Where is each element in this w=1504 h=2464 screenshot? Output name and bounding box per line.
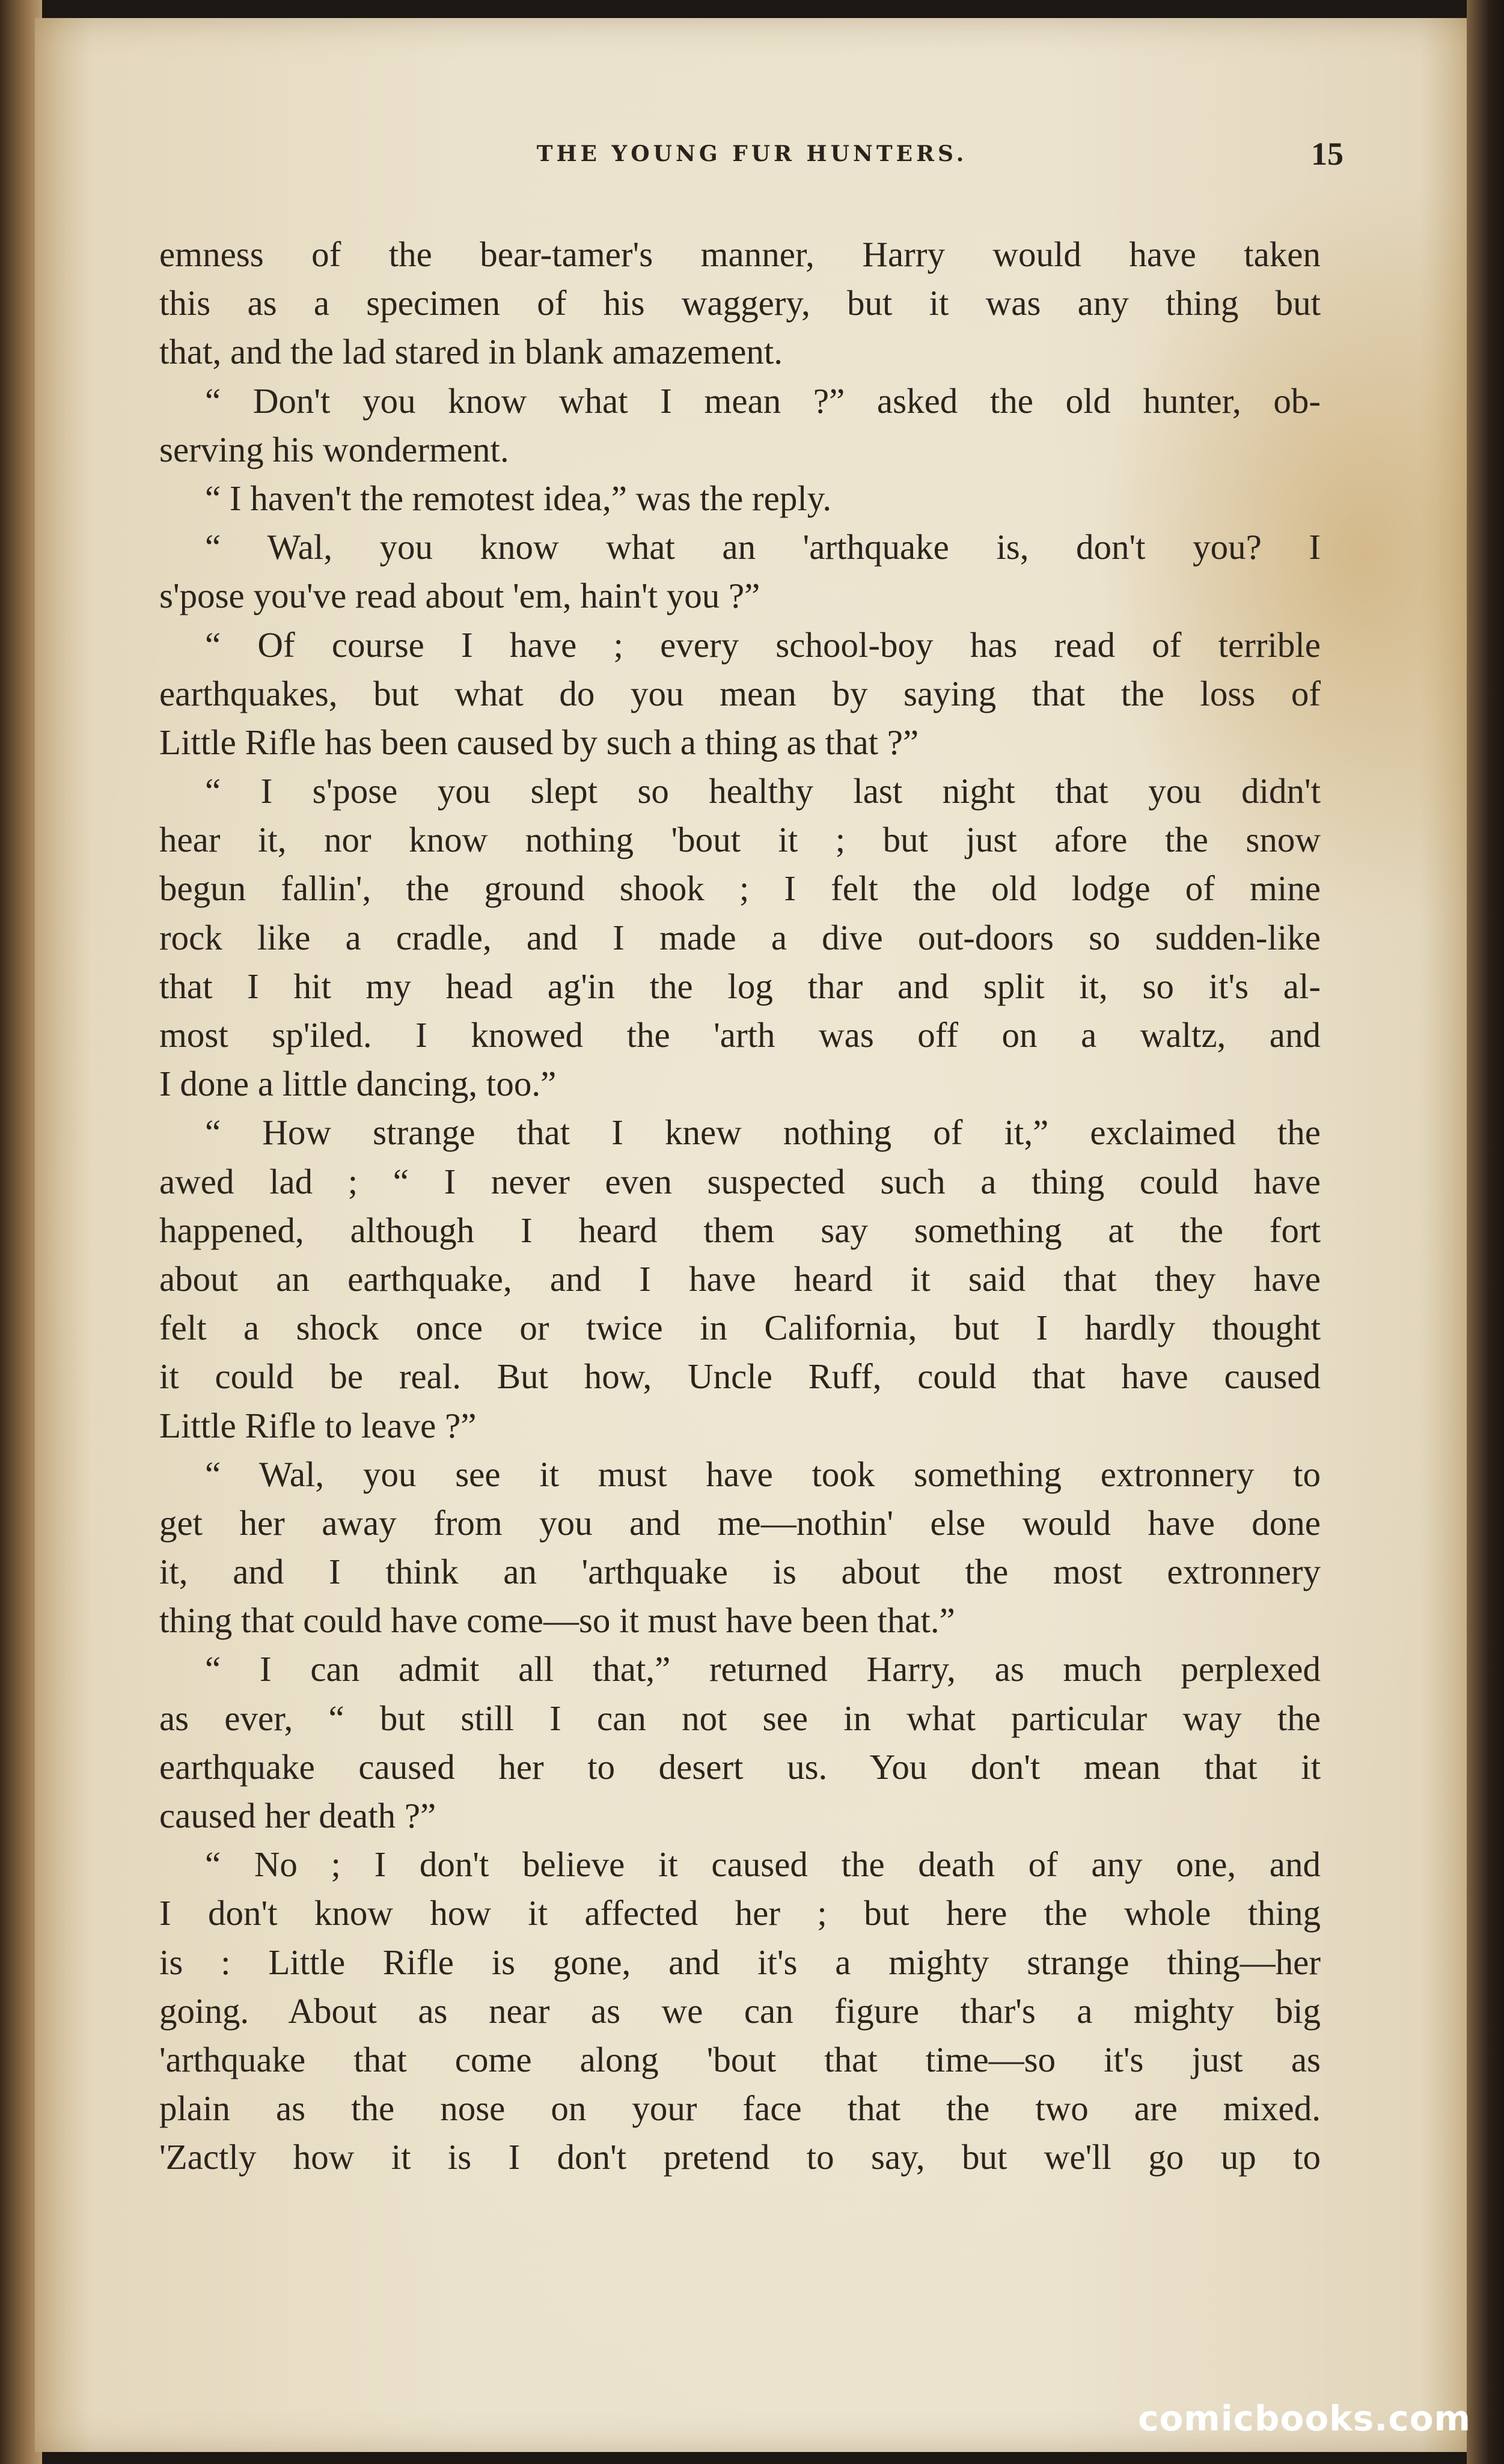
text-line: “ I haven't the remotest idea,” was the reply. [205,478,832,518]
body-text-block [159,230,1321,2182]
text-line: “ Don't you know what I mean ?” asked the old hunter, ob- [205,380,1321,421]
text-line: “ I s'pose you slept so healthy last night that you didn't [205,771,1321,811]
text-line: most sp'iled. I knowed the 'arth was off on a waltz, and [159,1015,1321,1055]
page-number: 15 [1311,136,1344,172]
text-line: about an earthquake, and I have heard it said that they have [159,1258,1321,1299]
text-line: it could be real. But how, Uncle Ruff, could that have caused [159,1356,1321,1397]
text-line: that, and the lad stared in blank amazement. [159,332,783,372]
text-line: is : Little Rifle is gone, and it's a mighty strange thing—her [159,1942,1321,1982]
text-line: “ Of course I have ; every school-boy has read of terrible [205,624,1321,665]
text-line: felt a shock once or twice in California, but I hardly thought [159,1308,1321,1348]
text-line: Little Rifle has been caused by such a thing as that ?” [159,722,919,762]
text-line: “ I can admit all that,” returned Harry, as much perplexed [205,1649,1321,1689]
text-line: get her away from you and me—nothin' else would have done [159,1502,1321,1543]
text-line: earthquakes, but what do you mean by saying that the loss of [159,673,1321,713]
text-line: plain as the nose on your face that the two are mixed. [159,2088,1321,2129]
book-binding-right-edge [1467,0,1504,2464]
text-line: I don't know how it affected her ; but here the whole thing [159,1893,1321,1933]
text-line: “ How strange that I knew nothing of it,” exclaimed the [205,1112,1321,1153]
text-line: hear it, nor know nothing 'bout it ; but just afore the snow [159,820,1321,860]
text-line: 'arthquake that come along 'bout that time—so it's just as [159,2039,1321,2079]
text-line: 'Zactly how it is I don't pretend to say, but we'll go up to [159,2137,1321,2177]
text-line: earthquake caused her to desert us. You don't mean that it [159,1746,1321,1787]
text-line: as ever, “ but still I can not see in what particular way the [159,1698,1321,1738]
text-line: begun fallin', the ground shook ; I felt the old lodge of mine [159,868,1321,909]
text-line: going. About as near as we can figure thar's a mighty big [159,1990,1321,2031]
text-line: Little Rifle to leave ?” [159,1405,477,1445]
text-line: “ No ; I don't believe it caused the death of any one, and [205,1844,1321,1885]
text-line: rock like a cradle, and I made a dive out-doors so sudden-like [159,917,1321,957]
text-line: emness of the bear-tamer's manner, Harry would have taken [159,234,1321,274]
site-watermark: comicbooks.com [1138,2398,1471,2439]
text-line: caused her death ?” [159,1796,436,1835]
text-line: serving his wonderment. [159,429,509,469]
text-line: happened, although I heard them say something at the fort [159,1210,1321,1250]
text-line: this as a specimen of his waggery, but it was any thing but [159,283,1321,323]
text-line: s'pose you've read about 'em, hain't you ?” [159,576,760,616]
text-line: I done a little dancing, too.” [159,1064,557,1104]
text-line: “ Wal, you know what an 'arthquake is, don't you? I [205,527,1321,567]
text-line: awed lad ; “ I never even suspected such a thing could have [159,1161,1321,1201]
running-head-title: THE YOUNG FUR HUNTERS. [536,141,968,166]
text-line: it, and I think an 'arthquake is about the most extronnery [159,1552,1321,1592]
text-line: that I hit my head ag'in the log thar and split it, so it's al- [159,966,1321,1006]
text-line: thing that could have come—so it must have been that.” [159,1600,955,1641]
text-line: “ Wal, you see it must have took something extronnery to [205,1454,1321,1494]
